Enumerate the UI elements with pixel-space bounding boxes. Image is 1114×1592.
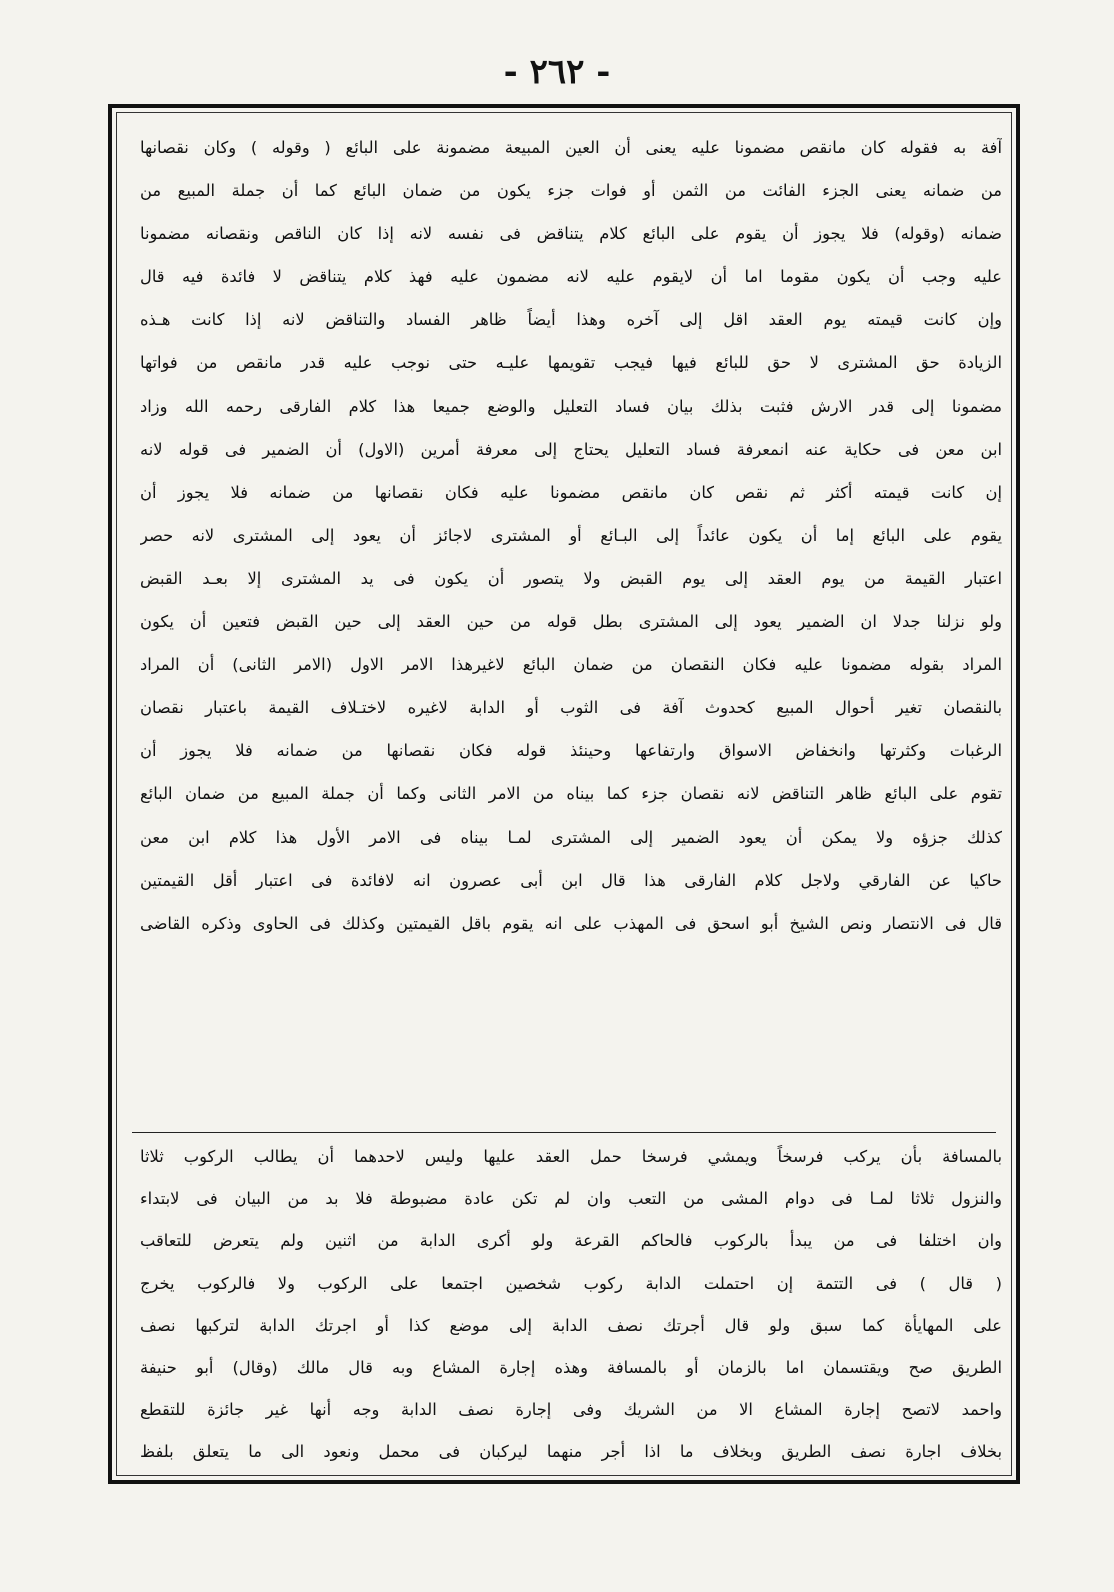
text-line: المراد بقوله مضمونا عليه فكان النقصان من ضمان البائع لاغيرهذا الامر الاول (الامر الثانى) أن المراد — [140, 655, 1002, 675]
footnote-divider — [132, 1132, 996, 1133]
text-line: قال فى الانتصار ونص الشيخ أبو اسحق فى المهذب على انه يقوم باقل القيمتين وكذلك فى الحاوى وذكره القاضى — [140, 913, 1002, 933]
text-line: عليه وجب أن يكون مقوما اما أن لايقوم عليه لانه مضمون عليه فهذ كلام يتناقض لا فائدة فيه قال — [140, 267, 1002, 287]
text-line: الزيادة حق المشترى لا حق للبائع فيها فيجب تقويمها عليـه حتى نوجب عليه قدر مانقص من فواتها — [140, 353, 1002, 373]
footnote-text-block — [140, 1136, 1002, 1476]
text-line: ولو نزلنا جدلا ان الضمير يعود إلى المشترى بطل قوله من حين العقد إلى حين القبض فتعين أن يكون — [140, 612, 1002, 632]
text-line: من ضمانه يعنى الجزء الفائت من الثمن أو فوات جزء يكون من ضمان البائع كما أن جملة المبيع من — [140, 181, 1002, 201]
text-line: يقوم على البائع إما أن يكون عائداً إلى البـائع أو المشترى لاجائز أن يعود إلى المشترى لانه حصر — [140, 525, 1002, 545]
main-text-block — [140, 126, 1002, 1116]
text-line: إن كانت قيمته أكثر ثم نقص كان مانقص مضمونا عليه فكان نقصانها من ضمانه فلا يجوز أن — [140, 482, 1002, 502]
footnote-line: واحمد لاتصح إجارة المشاع الا من الشريك وفى إجارة نصف الدابة وجه أنها غير جائزة للتقطع — [140, 1400, 1002, 1420]
text-line: كذلك جزؤه ولا يمكن أن يعود الضمير إلى المشترى لمـا بيناه فى الامر الأول هذا كلام ابن معن — [140, 827, 1002, 847]
footnote-line: على المهايأة كما سبق ولو قال أجرتك نصف الدابة إلى موضع كذا أو اجرتك الدابة لتركبها نصف — [140, 1315, 1002, 1335]
footnote-line: بخلاف اجارة نصف الطريق وبخلاف ما اذا أجر منهما ليركبان فى محمل ونعود الى ما يتعلق بلفظ — [140, 1442, 1002, 1462]
footnote-line: ( قال ) فى التتمة إن احتملت الدابة ركوب شخصين اجتمعا على الركوب ولا فالركوب يخرج — [140, 1273, 1002, 1293]
footnote-line: الطريق صح ويقتسمان اما بالزمان أو بالمسافة وهذه إجارة المشاع وبه قال مالك (وقال) أبو حنيفة — [140, 1357, 1002, 1377]
footnote-line: بالمسافة بأن يركب فرسخاً ويمشي فرسخا حمل العقد عليها وليس لاحدهما أن يطالب الركوب ثلاثا — [140, 1147, 1002, 1166]
text-line: حاكيا عن الفارقي ولاجل كلام الفارقى هذا قال ابن أبى عصرون انه لافائدة فى اعتبار أقل القيمتين — [140, 870, 1002, 890]
text-line: بالنقصان تغير أحوال المبيع كحدوث آفة فى الثوب أو الدابة لاغيره لاختـلاف القيمة باعتبار نقصان — [140, 698, 1002, 718]
text-line: ابن معن فى حكاية عنه انمعرفة فساد التعليل يحتاج إلى معرفة أمرين (الاول) أن الضمير فى قوله لانه — [140, 439, 1002, 459]
text-line: تقوم على البائع ظاهر التناقض لانه نقصان جزء كما بيناه من الامر الثانى وكما أن جملة المبيع من ضمان البائع — [140, 784, 1002, 804]
text-line: آفة به فقوله كان مانقص مضمونا عليه يعنى أن العين المبيعة مضمونة على البائع ( وقوله ) وكان نقصانها — [140, 138, 1002, 157]
footnote-line: والنزول ثلاثا لمـا فى دوام المشى من التعب وان لم تكن عادة مضبوطة فلا بد من البيان فى لابتداء — [140, 1189, 1002, 1209]
footnote-line: وان اختلفا فى من يبدأ بالركوب فالحاكم القرعة ولو أكرى الدابة من اثنين ولم يتعرض للتعاقب — [140, 1231, 1002, 1251]
page-number: - ٢٦٢ - — [503, 52, 611, 92]
text-line: ضمانه (وقوله) فلا يجوز أن يقوم على البائع كلام يتناقض فى نفسه لانه إذا كان الناقص ونقصانه مضمونا — [140, 224, 1002, 244]
text-line: اعتبار القيمة من يوم العقد إلى يوم القبض ولا يتصور أن يكون فى يد المشترى إلا بعـد القبض — [140, 568, 1002, 588]
text-line: مضمونا إلى قدر الارش فثبت بذلك بيان فساد التعليل والوضع جميعا هذا كلام الفارقى رحمه الله وزاد — [140, 396, 1002, 416]
text-line: وإن كانت قيمته يوم العقد اقل إلى آخره وهذا أيضاً ظاهر الفساد والتناقض لانه إذا كانت هـذه — [140, 310, 1002, 330]
text-line: الرغبات وكثرتها وانخفاض الاسواق وارتفاعها وحينئذ قوله فكان نقصانها من ضمانه فلا يجوز أن — [140, 741, 1002, 761]
page-frame — [108, 104, 1020, 1484]
